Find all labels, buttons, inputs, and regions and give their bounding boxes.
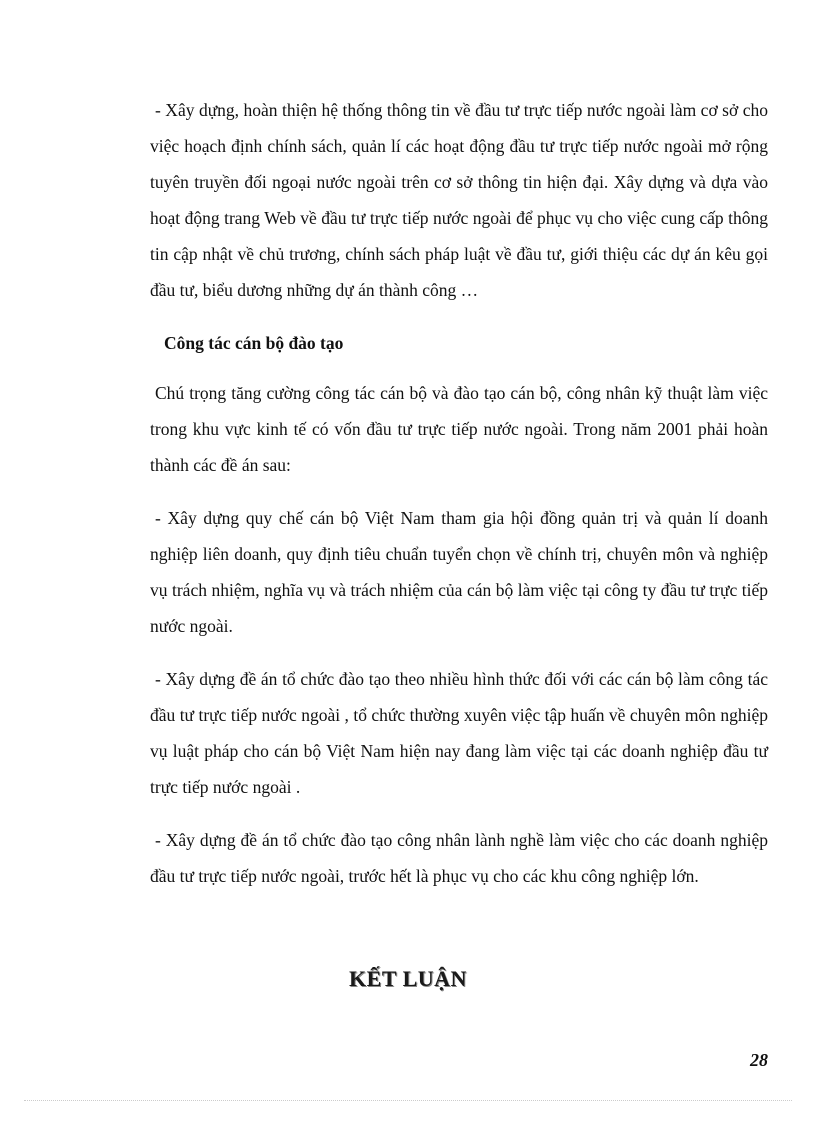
paragraph-training-forms: - Xây dựng đề án tổ chức đào tạo theo nhiều hình thức đối với các cán bộ làm công tác đầu tư trực tiếp nước ngoài , tổ chức thường xuyên việc tập huấn về chuyên môn nghiệp vụ luật pháp cho cán bộ Việt Nam hiện nay đang làm việc tại các doanh nghiệp đầu tư trực tiếp nước ngoài . xyxy=(150,669,768,797)
section-heading-training: Công tác cán bộ đào tạo xyxy=(164,333,344,353)
paragraph-skilled-workers: - Xây dựng đề án tổ chức đào tạo công nhân lành nghề làm việc cho các doanh nghiệp đầu tư trực tiếp nước ngoài, trước hết là phục vụ cho các khu công nghiệp lớn. xyxy=(150,830,768,886)
conclusion-title: KẾT LUẬN xyxy=(349,966,467,991)
footer-divider xyxy=(24,1100,792,1101)
page-number: 28 xyxy=(750,1050,768,1070)
paragraph-information-system: - Xây dựng, hoàn thiện hệ thống thông tin về đầu tư trực tiếp nước ngoài làm cơ sở cho việc hoạch định chính sách, quản lí các hoạt động đầu tư trực tiếp nước ngoài mở rộng tuyên truyền đối ngoại nước ngoài trên cơ sở thông tin hiện đại. Xây dựng và dựa vào hoạt động trang Web về đầu tư trực tiếp nước ngoài để phục vụ cho việc cung cấp thông tin cập nhật về chủ trương, chính sách pháp luật về đầu tư, giới thiệu các dự án kêu gọi đầu tư, biểu dương những dự án thành công … xyxy=(150,100,768,300)
paragraph-board-regulation: - Xây dựng quy chế cán bộ Việt Nam tham gia hội đồng quản trị và quản lí doanh nghiệp liên doanh, quy định tiêu chuẩn tuyển chọn về chính trị, chuyên môn và nghiệp vụ trách nhiệm, nghĩa vụ và trách nhiệm của cán bộ làm việc tại công ty đầu tư trực tiếp nước ngoài. xyxy=(150,508,768,636)
paragraph-training-intro: Chú trọng tăng cường công tác cán bộ và đào tạo cán bộ, công nhân kỹ thuật làm việc trong khu vực kinh tế có vốn đầu tư trực tiếp nước ngoài. Trong năm 2001 phải hoàn thành các đề án sau: xyxy=(150,383,768,475)
document-body xyxy=(150,92,768,911)
